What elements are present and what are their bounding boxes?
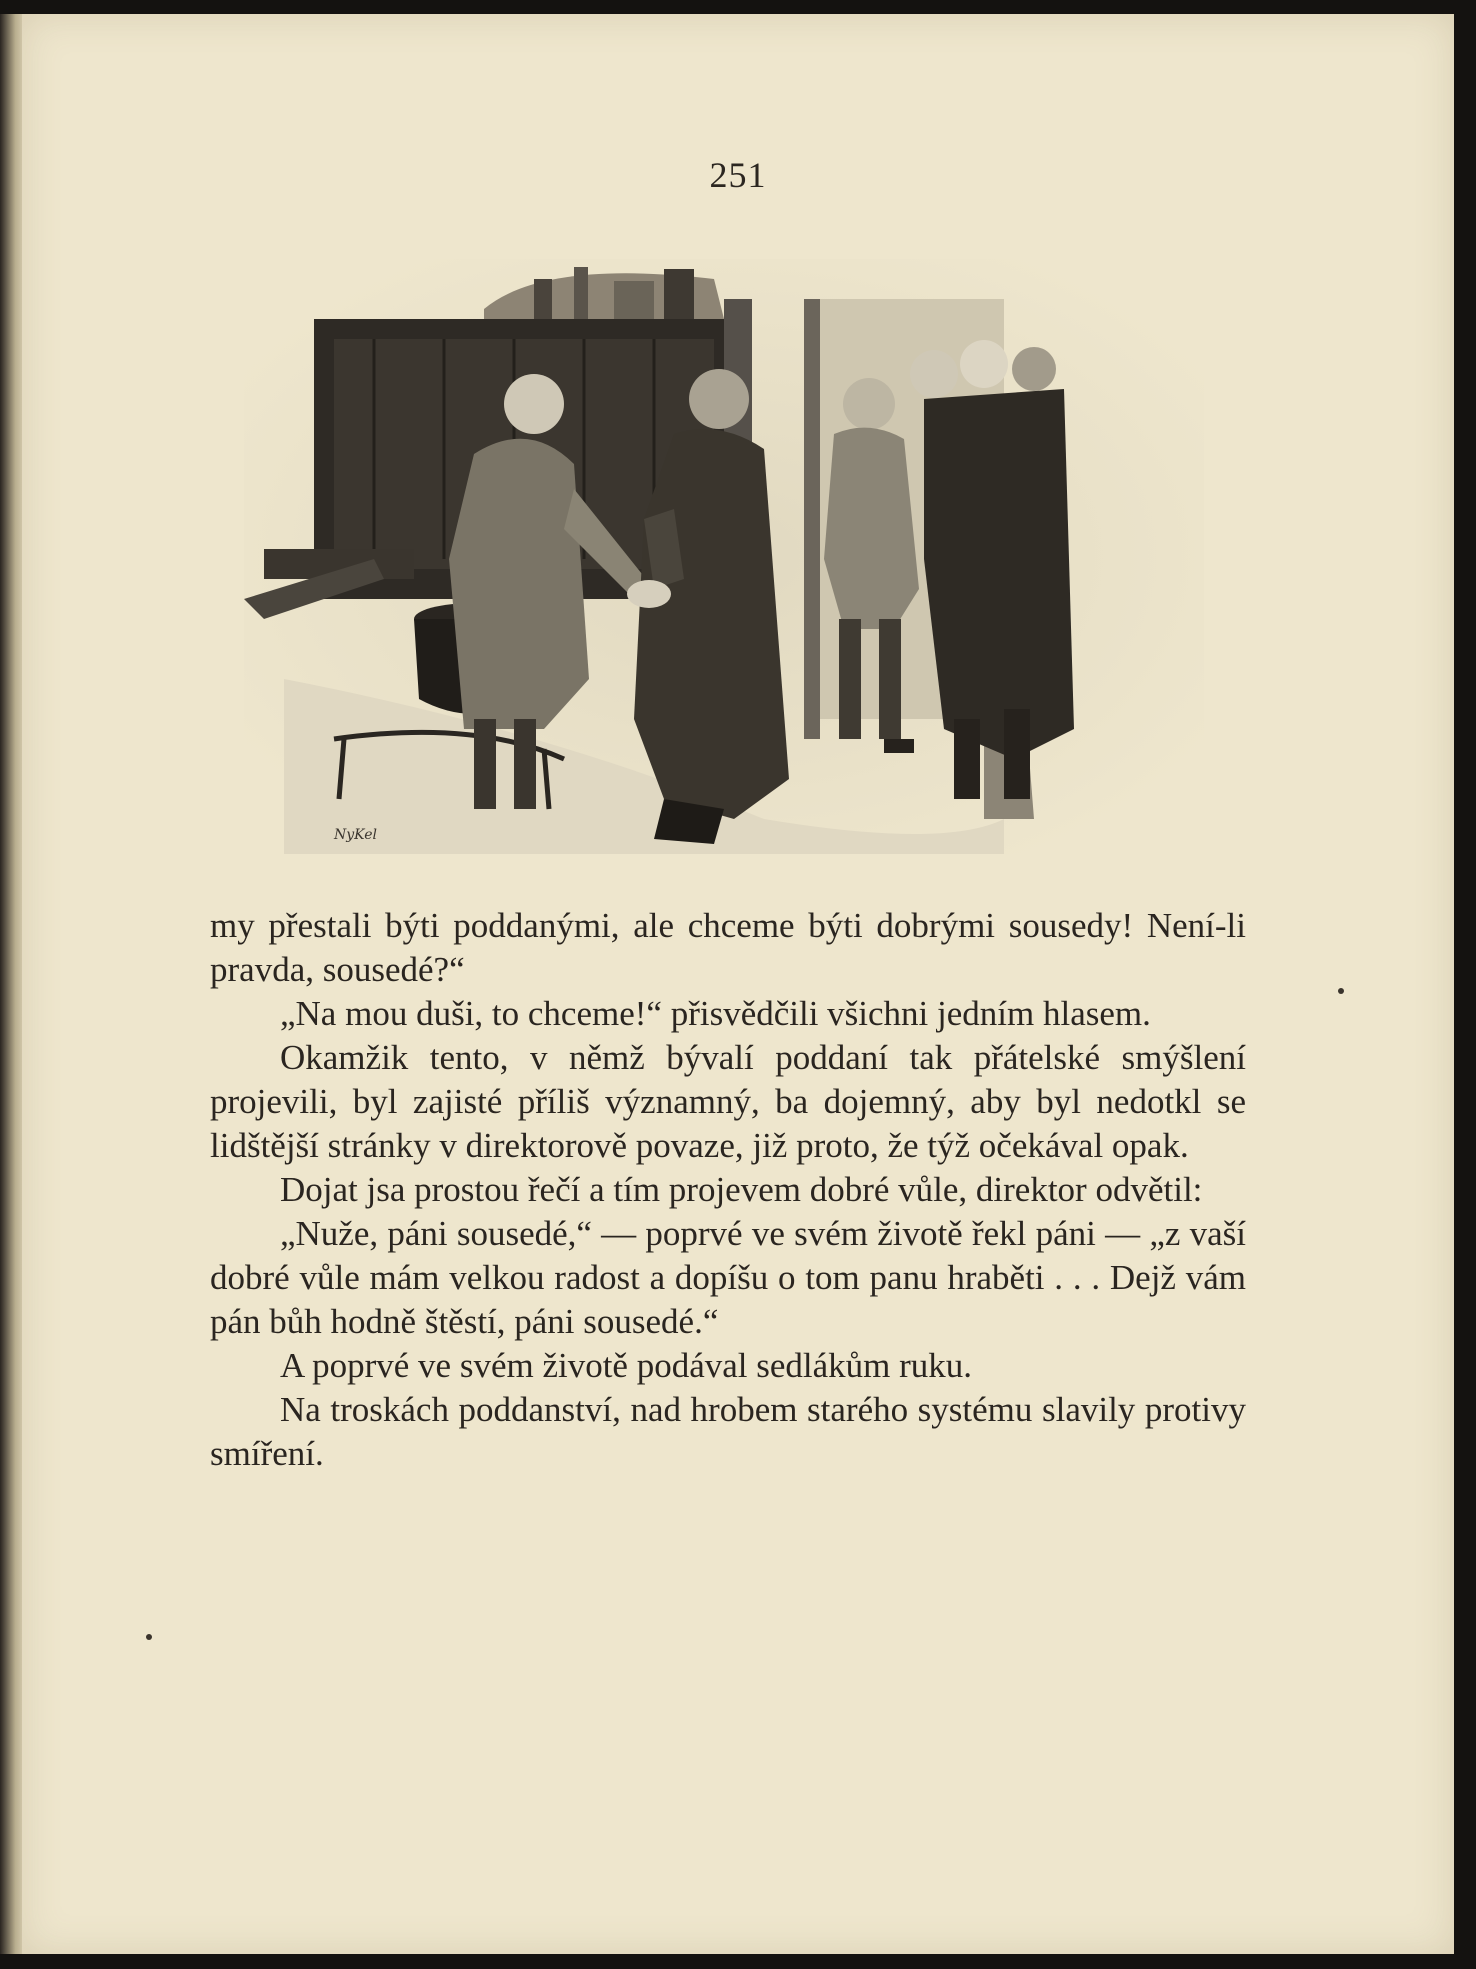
ink-speck bbox=[146, 1634, 152, 1640]
engraving-handshake-illustration bbox=[244, 259, 1204, 854]
paragraph-3: Okamžik tento, v němž bývalí poddaní tak přátelské smýšlení projevili, byl zajisté příliš významný, ba dojemný, aby byl nedotkl se lidštější stránky v direktorově povaze, již proto, že týž očekával opak. bbox=[210, 1038, 1246, 1165]
paragraph-1: my přestali býti poddanými, ale chceme býti dobrými sousedy! Není-li pravda, sousedé?“ bbox=[210, 906, 1246, 989]
illustration-signature: NyKel bbox=[334, 827, 378, 843]
paragraph-4: Dojat jsa prostou řečí a tím projevem dobré vůle, direktor odvětil: bbox=[280, 1170, 1203, 1209]
book-page bbox=[22, 14, 1454, 1954]
body-text bbox=[210, 904, 1246, 1476]
ink-speck bbox=[1338, 988, 1344, 994]
paragraph-2: „Na mou duši, to chceme!“ přisvědčili všichni jedním hlasem. bbox=[280, 994, 1151, 1033]
paragraph-6: A poprvé ve svém životě podával sedlákům ruku. bbox=[280, 1346, 973, 1385]
page-number: 251 bbox=[709, 155, 767, 195]
paragraph-5: „Nuže, páni sousedé,“ — poprvé ve svém životě řekl páni — „z vaší dobré vůle mám velkou radost a dopíšu o tom panu hraběti . . . Dejž vám pán bůh hodně štěstí, páni sousedé.“ bbox=[210, 1214, 1246, 1341]
paragraph-7: Na troskách poddanství, nad hrobem starého systému slavily protivy smíření. bbox=[210, 1390, 1246, 1473]
